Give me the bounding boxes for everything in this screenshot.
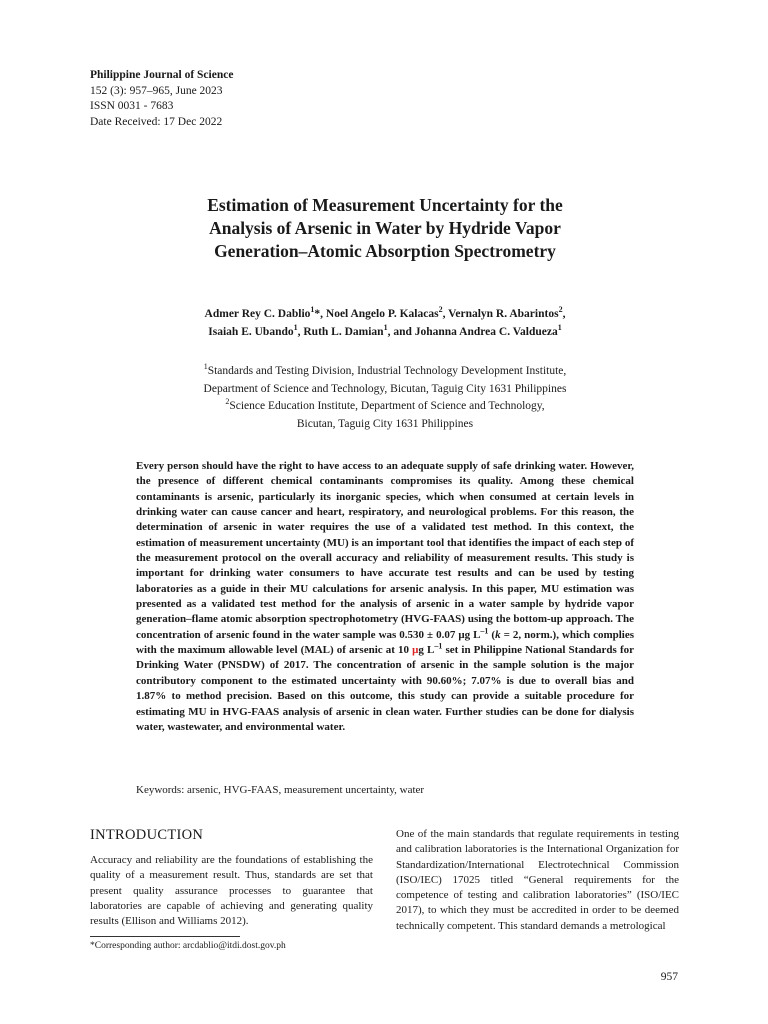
author-affiliation-sup: 2 — [438, 305, 443, 315]
author-affiliation-sup: 1 — [557, 323, 562, 333]
introduction-right-column: One of the main standards that regulate requirements in testing and calibration laboratories is the International Organization for Standardization/International Electrotechnical Commission (ISO/IEC) 17025 titled “General requirements for the competence of testing and calibration laboratories” (ISO/IEC 2017), to which they must be accredited in order to be deemed technically competent. This standard demands a metrological — [396, 828, 679, 932]
paper-title — [120, 194, 650, 263]
journal-issue: 152 (3): 957–965, June 2023 — [90, 84, 223, 97]
abstract-text: g L — [418, 644, 435, 657]
author-affiliation-sup: 1 — [293, 323, 298, 333]
affiliation-line: Standards and Testing Division, Industrial Technology Development Institute, — [207, 365, 567, 377]
title-line-2: Analysis of Arsenic in Water by Hydride Vapor — [209, 218, 561, 238]
journal-issn: ISSN 0031 - 7683 — [90, 100, 174, 112]
author-name: Isaiah E. Ubando — [208, 326, 294, 338]
affiliations — [140, 363, 630, 433]
author-list — [120, 305, 650, 341]
unit-exponent: –1 — [480, 626, 489, 636]
author-separator: , — [442, 308, 449, 320]
abstract-text: Every person should have the right to have access to an adequate supply of safe drinking water. However, the presence of different chemical contaminants compromises its quality. Among these chemical contaminants is arsenic, particularly its inorganic species, which when consumed at certain levels in drinking water can cause cancer and heart, respiratory, and neurological problems. For this reason, the determination of arsenic in water requires the use of a validated test method. In this context, the estimation of measurement uncertainty (MU) is an important tool that identifies the impact of each step of the measurement protocol on the overall accuracy and reliability of measurement results. This study is important for drinking water consumers to have accurate test results and can be used by testing laboratories as a guide in their MU calculations for arsenic analysis. In this paper, MU estimation was presented as a validated test method for the analysis of arsenic in a water sample by hydride vapor generation–flame atomic absorption spectrophotometry (HVG-FAAS) using the bottom-up approach. The concentration of arsenic found in the water sample was 0.530 ± 0.07 μg L — [136, 460, 634, 641]
title-line-1: Estimation of Measurement Uncertainty for the — [207, 195, 563, 215]
unit-exponent: –1 — [434, 641, 443, 651]
author-name: Vernalyn R. Abarintos — [448, 308, 559, 320]
author-separator: , — [562, 308, 566, 320]
affiliation-sup: 2 — [225, 397, 230, 407]
affiliation-sup: 1 — [203, 362, 208, 372]
title-line-3: Generation–Atomic Absorption Spectrometry — [214, 241, 556, 261]
author-affiliation-sup: 1 — [310, 305, 315, 315]
micro-symbol: μ — [412, 644, 419, 657]
journal-name: Philippine Journal of Science — [90, 69, 234, 81]
author-name: Noel Angelo P. Kalacas — [325, 308, 439, 320]
abstract-text: set in Philippine National Standards for Drinking Water (PNSDW) of 2017. The concentration of arsenic in the sample solution is the major contributory component to the estimated uncertainty with 90.60%; 7.07% is due to overall bias and 1.87% to method precision. Based on this outcome, this study can provide a suitable procedure for estimating MU in HVG-FAAS analysis of arsenic in clean water. Further studies can be done for dialysis water, wastewater, and environmental water. — [136, 644, 634, 733]
corresponding-mark: *, — [314, 308, 326, 320]
abstract-text: ( — [488, 628, 496, 641]
author-name: Johanna Andrea C. Valdueza — [414, 326, 558, 338]
author-affiliation-sup: 1 — [383, 323, 388, 333]
author-affiliation-sup: 2 — [558, 305, 563, 315]
keywords: Keywords: arsenic, HVG-FAAS, measurement uncertainty, water — [136, 784, 425, 796]
page-number: 957 — [660, 971, 678, 983]
introduction-left-column: Accuracy and reliability are the foundations of establishing the quality of a measurement result. Thus, standards are set that present quality assurance processes to guarantee that laboratories are capable of achieving and generating quality results (Ellison and Williams 2012). — [90, 854, 373, 928]
date-received: Date Received: 17 Dec 2022 — [90, 115, 223, 128]
abstract-text: = 2, norm.), which complies with the maximum allowable level (MAL) of arsenic at 10 — [136, 628, 635, 657]
affiliation-line: Science Education Institute, Department of Science and Technology, — [229, 400, 545, 412]
author-separator: , and — [387, 326, 415, 338]
affiliation-line: Bicutan, Taguig City 1631 Philippines — [296, 417, 474, 430]
journal-metadata — [90, 68, 390, 130]
section-heading-introduction: INTRODUCTION — [90, 827, 204, 843]
coverage-factor-symbol: k — [495, 628, 501, 641]
author-separator: , — [297, 326, 304, 338]
footnote-divider — [90, 936, 240, 937]
affiliation-line: Department of Science and Technology, Bicutan, Taguig City 1631 Philippines — [203, 382, 567, 395]
author-name: Ruth L. Damian — [303, 326, 384, 338]
abstract — [136, 459, 634, 735]
corresponding-author-footnote: *Corresponding author: arcdablio@itdi.dost.gov.ph — [90, 941, 286, 951]
author-name: Admer Rey C. Dablio — [204, 308, 311, 320]
